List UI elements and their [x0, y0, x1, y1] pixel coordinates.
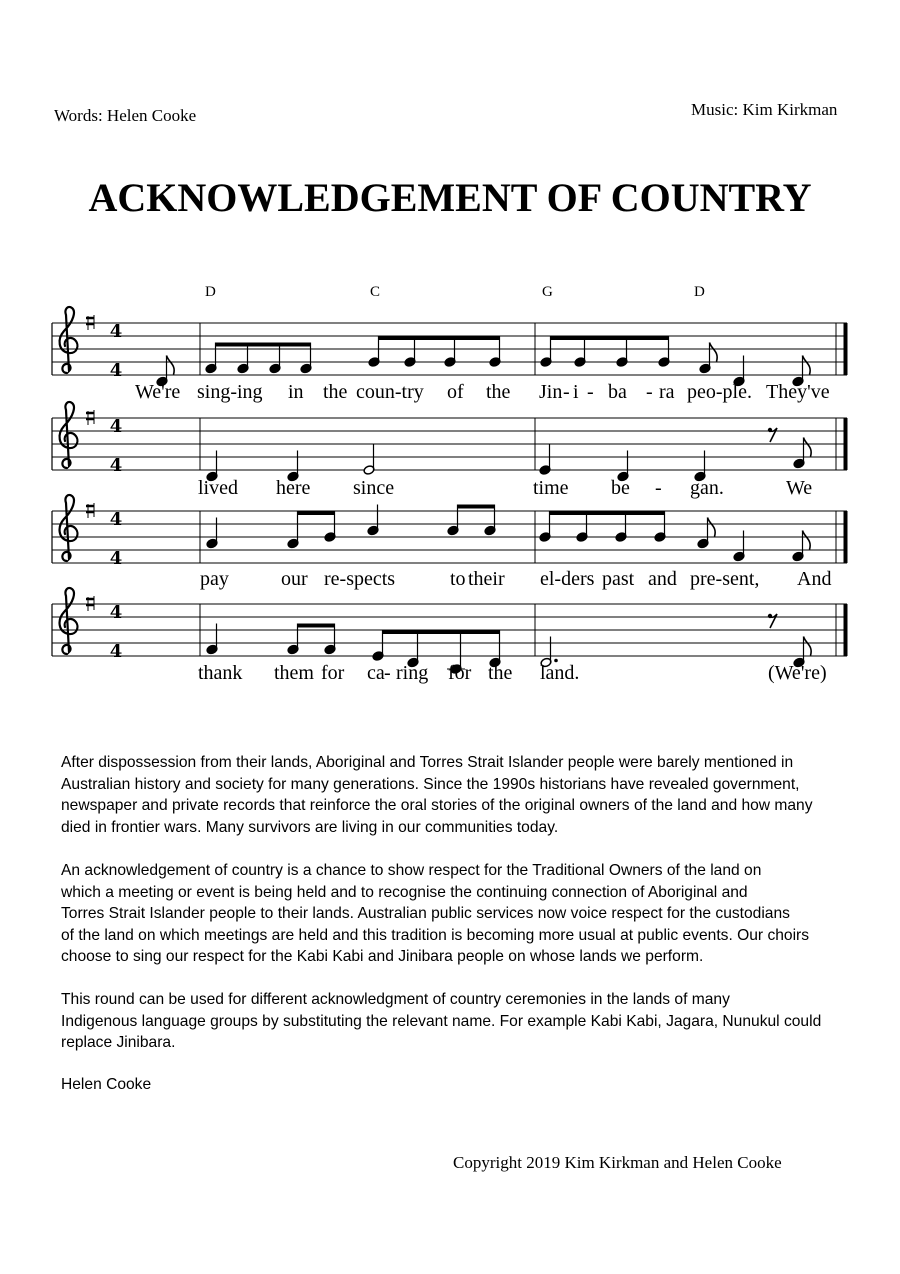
time-signature-bottom: 4: [109, 548, 123, 569]
lyric-syllable: peo-ple.: [687, 381, 752, 403]
time-signature-bottom: 4: [109, 455, 123, 476]
lyric-syllable: time: [533, 477, 569, 499]
note-flag: [708, 518, 716, 537]
lyric-syllable: -: [587, 381, 594, 403]
note-flag: [804, 438, 812, 457]
treble-clef-icon: [60, 588, 78, 654]
note-flag: [803, 531, 811, 550]
paragraph-acknowledgement: An acknowledgement of country is a chance to show respect for the Traditional Owners of the land on which a meeting or event is being held and to recognise the continuing connection of Aboriginal and Torres Strait Islander people to their lands. Australian public services now voice respect for the custodians of the land on which meetings are held and this tradition is becoming more usual at public events. Our choirs choose to sing our respect for the Kabi Kabi and Jinibara people on whose lands we perform.: [61, 862, 810, 965]
lyric-syllable: for: [448, 662, 472, 684]
treble-clef-icon: [60, 402, 78, 468]
lyric-syllable: land.: [540, 662, 580, 684]
eighth-rest-dot: [768, 428, 772, 432]
lyric-syllable: el-ders: [540, 568, 595, 590]
lyric-syllable: to: [450, 568, 466, 590]
lyric-syllable: ring: [396, 662, 429, 684]
lyric-syllable: i: [573, 381, 579, 403]
page-title: ACKNOWLEDGEMENT OF COUNTRY: [88, 175, 812, 220]
lyric-syllable: pay: [200, 568, 229, 590]
lyric-syllable: be: [611, 477, 630, 499]
lyric-syllable: gan.: [690, 477, 724, 499]
lyric-syllable: and: [648, 568, 677, 590]
chord-symbol: D: [694, 284, 705, 300]
time-signature-top: 4: [109, 509, 123, 530]
note-flag: [710, 343, 718, 362]
paragraph-history: After dispossession from their lands, Aboriginal and Torres Strait Islander people were barely mentioned in Australian history and society for many generations. Since the 1990s historians have revealed government, newspaper and private records that reinforce the oral stories of the original owners of the land and how many died in frontier wars. Many survivors are living in our communities today.: [61, 754, 813, 836]
lyric-syllable: in: [288, 381, 304, 403]
lyric-syllable: They've: [766, 381, 830, 403]
lyric-syllable: for: [321, 662, 345, 684]
lyric-syllable: And: [797, 568, 832, 590]
time-signature-top: 4: [109, 602, 123, 623]
time-signature-bottom: 4: [109, 360, 123, 381]
lyric-syllable: the: [323, 381, 348, 403]
lyric-syllable: the: [486, 381, 511, 403]
lyric-syllable: coun-try: [356, 381, 424, 403]
chord-symbol: G: [542, 284, 553, 300]
chord-symbol: D: [205, 284, 216, 300]
paragraph-round: This round can be used for different acknowledgment of country ceremonies in the lands of many Indigenous language groups by substituting the relevant name. For example Kabi Kabi, Jagara, Nunukul could replace Jinibara.: [61, 991, 822, 1051]
lyric-syllable: sing-ing: [197, 381, 263, 403]
lyric-syllable: of: [447, 381, 464, 403]
lyric-syllable: the: [488, 662, 513, 684]
lyric-syllable: thank: [198, 662, 243, 684]
lyric-syllable: -: [384, 662, 391, 684]
treble-clef-icon: [60, 495, 78, 561]
note-flag: [804, 637, 812, 656]
treble-clef-icon: [60, 307, 78, 373]
lyric-syllable: (We're): [768, 662, 827, 684]
lyric-syllable: past: [602, 568, 635, 590]
time-signature-top: 4: [109, 416, 123, 437]
lyric-syllable: their: [468, 568, 505, 590]
lyric-syllable: ra: [659, 381, 675, 403]
lyric-syllable: We: [786, 477, 813, 499]
lyric-syllable: ca: [367, 662, 385, 684]
lyric-syllable: our: [281, 568, 308, 590]
lyric-syllable: here: [276, 477, 311, 499]
signature: Helen Cooke: [61, 1076, 152, 1093]
lyric-syllable: them: [274, 662, 314, 684]
note-flag: [167, 356, 175, 375]
lyric-syllable: Jin: [539, 381, 563, 403]
words-credit: Words: Helen Cooke: [54, 106, 197, 125]
chord-symbol: C: [370, 284, 381, 300]
lyric-syllable: ba: [608, 381, 627, 403]
lyric-syllable: pre-sent,: [690, 568, 760, 590]
lyric-syllable: -: [646, 381, 653, 403]
note-flag: [803, 356, 811, 375]
lyric-syllable: re-spects: [324, 568, 396, 590]
eighth-rest-dot: [768, 614, 772, 618]
copyright: Copyright 2019 Kim Kirkman and Helen Cooke: [453, 1153, 782, 1172]
time-signature-top: 4: [109, 321, 123, 342]
lyric-syllable: -: [563, 381, 570, 403]
lyric-syllable: since: [353, 477, 395, 499]
music-credit: Music: Kim Kirkman: [691, 100, 838, 119]
lyric-syllable: -: [655, 477, 662, 499]
lyric-syllable: lived: [198, 477, 238, 499]
lyric-syllable: We're: [135, 381, 181, 403]
time-signature-bottom: 4: [109, 641, 123, 662]
